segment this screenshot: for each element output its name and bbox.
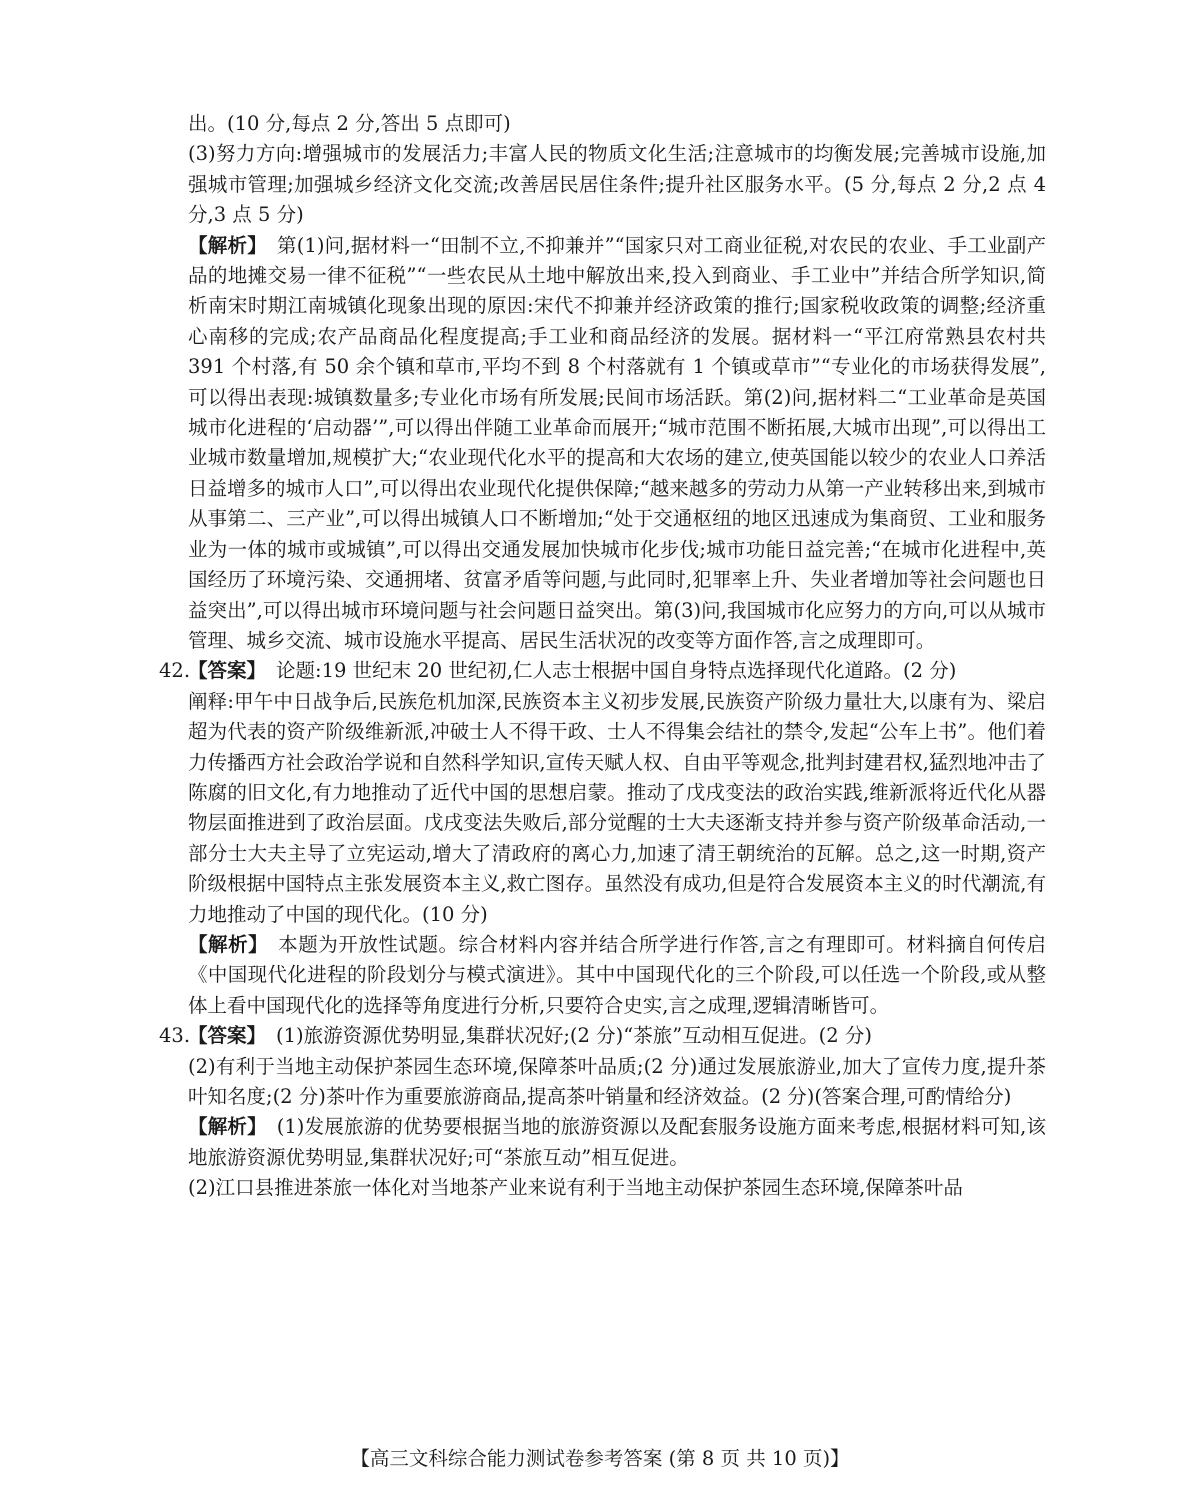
analysis-text: 本题为开放性试题。综合材料内容并结合所学进行作答,言之有理即可。材料摘自何传启《中国现代化进程的阶段划分与模式演进》。其中中国现代化的三个阶段,可以任选一个阶段,或从整体上看中国现代化的选择等角度进行分析,只要符合史实,言之成理,逻辑清晰皆可。	[188, 932, 1046, 1017]
question-number: 42.	[159, 659, 191, 683]
page-footer: 【高三文科综合能力测试卷参考答案 (第 8 页 共 10 页)】	[350, 1447, 850, 1470]
analysis-tag: 【解析】	[188, 1115, 267, 1139]
answer-text: (1)旅游资源优势明显,集群状况好;(2 分)“茶旅”互动相互促进。(2 分)	[276, 1024, 872, 1048]
q41-analysis	[188, 231, 1046, 657]
answer-tag: 【答案】	[188, 659, 267, 683]
q43-answer-1	[188, 1021, 1046, 1051]
q43-analysis-1	[188, 1112, 1046, 1173]
q42-thesis	[188, 656, 1046, 686]
analysis-tag: 【解析】	[188, 932, 269, 956]
analysis-text: (1)发展旅游的优势要根据当地的旅游资源以及配套服务设施方面来考虑,根据材料可知,该地旅游资源优势明显,集群状况好;可“茶旅互动”相互促进。	[188, 1115, 1046, 1169]
answer-content	[159, 109, 1046, 1204]
question-42	[159, 656, 1046, 1021]
question-43	[159, 1021, 1046, 1203]
question-number: 43.	[159, 1024, 191, 1048]
q41-part3-answer: (3)努力方向:增强城市的发展活力;丰富人民的物质文化生活;注意城市的均衡发展;完善城市设施,加强城市管理;加强城乡经济文化交流;改善居民居住条件;提升社区服务水平。(5 分,每点 2 分,2 点 4 分,3 点 5 分)	[188, 142, 1046, 227]
q43-analysis-2: (2)江口县推进茶旅一体化对当地茶产业来说有利于当地主动保护茶园生态环境,保障茶叶品	[188, 1176, 963, 1200]
q42-analysis	[188, 930, 1046, 1021]
analysis-tag: 【解析】	[188, 233, 268, 257]
q42-explanation: 阐释:甲午中日战争后,民族危机加深,民族资本主义初步发展,民族资产阶级力量壮大,以康有为、梁启超为代表的资产阶级维新派,冲破士人不得干政、士人不得集会结社的禁令,发起“公车上书”。他们着力传播西方社会政治学说和自然科学知识,宣传天赋人权、自由平等观念,批判封建君权,猛烈地冲击了陈腐的旧文化,有力地推动了近代中国的思想启蒙。推动了戊戌变法的政治实践,维新派将近代化从器物层面推进到了政治层面。戊戌变法失败后,部分觉醒的士大夫逐渐支持并参与资产阶级革命活动,一部分士大夫主导了立宪运动,增大了清政府的离心力,加速了清王朝统治的瓦解。总之,这一时期,资产阶级根据中国特点主张发展资本主义,救亡图存。虽然没有成功,但是符合发展资本主义的时代潮流,有力地推动了中国的现代化。(10 分)	[188, 689, 1046, 926]
answer-tag: 【答案】	[188, 1024, 267, 1048]
q41-part2-tail: 出。(10 分,每点 2 分,答出 5 点即可)	[188, 112, 511, 135]
thesis-text: 论题:19 世纪末 20 世纪初,仁人志士根据中国自身特点选择现代化道路。(2 分)	[276, 659, 957, 683]
q43-answer-2: (2)有利于当地主动保护茶园生态环境,保障茶叶品质;(2 分)通过发展旅游业,加大了宣传力度,提升茶叶知名度;(2 分)茶叶作为重要旅游商品,提高茶叶销量和经济效益。(2 分)(答案合理,可酌情给分)	[188, 1054, 1046, 1108]
analysis-text: 第(1)问,据材料一“田制不立,不抑兼并”“国家只对工商业征税,对农民的农业、手工业副产品的地摊交易一律不征税”“一些农民从土地中解放出来,投入到商业、手工业中”并结合所学知识,简析南宋时期江南城镇化现象出现的原因:宋代不抑兼并经济政策的推行;国家税收政策的调整;经济重心南移的完成;农产品商品化程度提高;手工业和商品经济的发展。据材料一“平江府常熟县农村共 391 个村落,有 50 余个镇和草市,平均不到 8 个村落就有 1 个镇或草市”“专业化的市场获得发展”,可以得出表现:城镇数量多;专业化市场有所发展;民间市场活跃。第(2)问,据材料二“工业革命是英国城市化进程的‘启动器’”,可以得出伴随工业革命而展开;“城市范围不断拓展,大城市出现”,可以得出工业城市数量增加,规模扩大;“农业现代化水平的提高和大农场的建立,使英国能以较少的农业人口养活日益增多的城市人口”,可以得出农业现代化提供保障;“越来越多的劳动力从第一产业转移出来,到城市从事第二、三产业”,可以得出城镇人口不断增加;“处于交通枢纽的地区迅速成为集商贸、工业和服务业为一体的城市或城镇”,可以得出交通发展加快城市化步伐;城市功能日益完善;“在城市化进程中,英国经历了环境污染、交通拥堵、贫富矛盾等问题,与此同时,犯罪率上升、失业者增加等社会问题也日益突出”,可以得出城市环境问题与社会问题日益突出。第(3)问,我国城市化应努力的方向,可以从城市管理、城乡交流、城市设施水平提高、居民生活状况的改变等方面作答,言之成理即可。	[188, 233, 1046, 652]
